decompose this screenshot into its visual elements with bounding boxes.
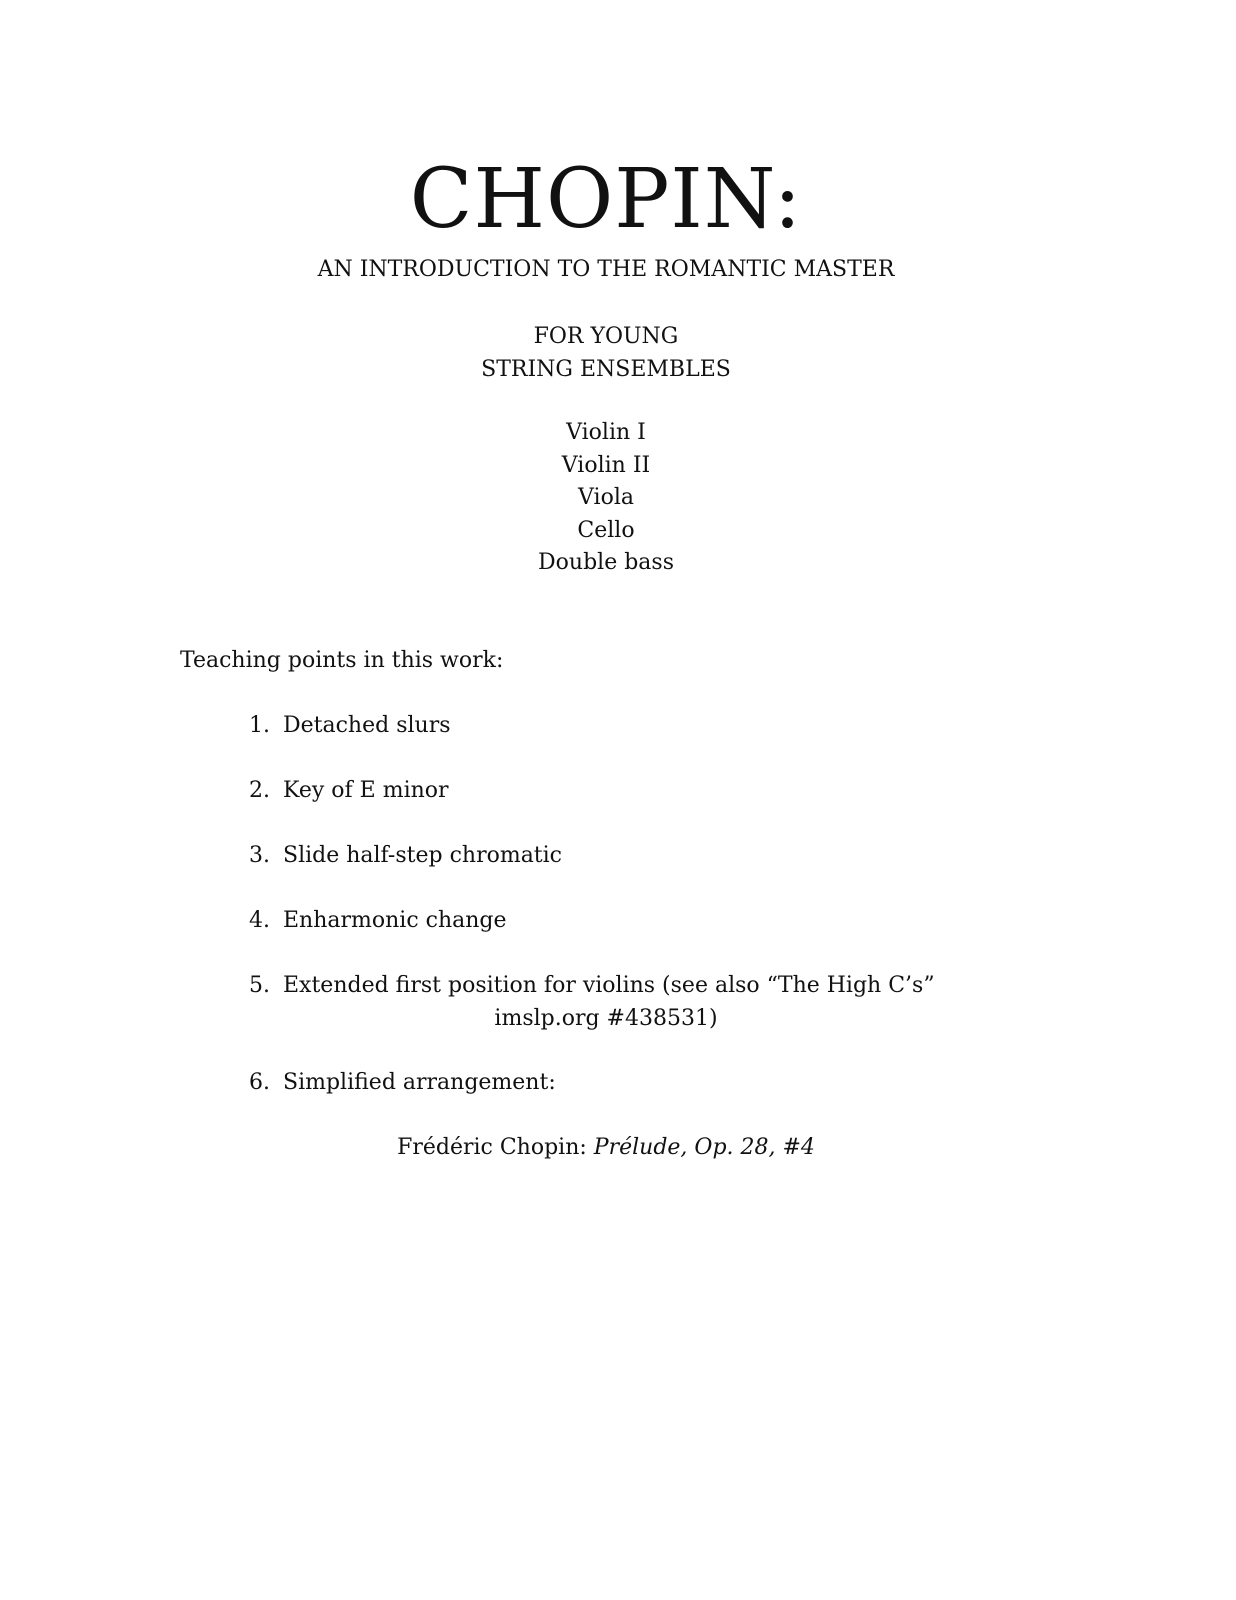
instrument-item: Violin I — [566, 420, 646, 445]
point-text: Enharmonic change — [283, 908, 507, 933]
point-text: Slide half-step chromatic — [283, 843, 563, 868]
point-text: Key of E minor — [283, 778, 449, 803]
instrument-list — [0, 417, 1212, 580]
point-number: 4. — [249, 908, 270, 933]
teaching-point — [249, 775, 449, 807]
point-number: 5. — [249, 973, 270, 998]
point-number: 6. — [249, 1070, 270, 1095]
teaching-point — [249, 1067, 556, 1099]
point-text: Detached slurs — [283, 713, 451, 738]
point-text: Extended first position for violins (see also “The High C’s” — [283, 973, 935, 998]
instrument-item: Violin II — [561, 452, 651, 478]
page-subtitle: AN INTRODUCTION TO THE ROMANTIC MASTER — [317, 257, 895, 282]
teaching-points-heading: Teaching points in this work: — [180, 648, 504, 673]
point-continuation: imslp.org #438531) — [494, 1006, 718, 1031]
audience-line: FOR YOUNG — [533, 324, 679, 349]
point-number: 3. — [249, 843, 270, 868]
teaching-point — [249, 710, 451, 742]
teaching-point — [249, 840, 562, 872]
audience-line: STRING ENSEMBLES — [481, 357, 731, 382]
work-credit — [0, 1132, 1212, 1164]
composer-name: Frédéric Chopin: — [397, 1135, 594, 1160]
instrument-item: Cello — [577, 517, 635, 543]
point-number: 1. — [249, 713, 270, 738]
audience-block — [0, 320, 1212, 386]
teaching-point — [249, 905, 507, 937]
point-text: Simplified arrangement: — [283, 1070, 556, 1095]
point-number: 2. — [249, 778, 270, 803]
teaching-point — [249, 970, 935, 1002]
page-title: CHOPIN: — [409, 152, 803, 247]
instrument-item: Viola — [578, 485, 634, 510]
instrument-item: Double bass — [538, 550, 674, 575]
work-title: Prélude, Op. 28, #4 — [593, 1135, 815, 1160]
